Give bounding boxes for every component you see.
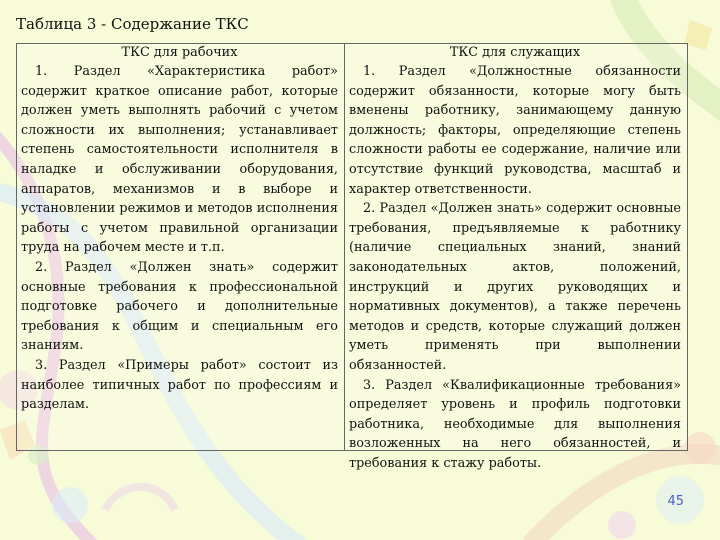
content-table	[16, 43, 688, 471]
workers-column	[17, 44, 344, 415]
employees-paragraph-3: 3. Раздел «Квалификационные требования» определяет уровень и профиль подготовки работника, необходимые для выполнения возложенных на него обязанностей, и требования к стажу работы.	[349, 377, 681, 471]
workers-paragraph-2: 2. Раздел «Должен знать» содержит основные требования к профессиональной подготовке рабочего и дополнительные требования к общим и специальным его знаниям.	[21, 259, 338, 354]
employees-paragraph-2: 2. Раздел «Должен знать» содержит основные требования, предъявляемые к работнику (наличие специальных знаний, знаний законодательных актов, положений, инструкций и других руководящих и нормативных документов), а также перечень методов и средств, которые служащий должен уметь применять при выполнении обязанностей.	[349, 201, 681, 373]
employees-paragraph-1: 1. Раздел «Должностные обязанности содержит обязанности, которые могу быть вменены работнику, занимающему данную должность; факторы, определяющие степень сложности работы ее содержание, наличие или отсутствие функций руководства, масштаб и характер ответственности.	[349, 64, 681, 197]
workers-paragraph-3: 3. Раздел «Примеры работ» состоит из наиболее типичных работ по профессиям и разделам.	[21, 357, 338, 413]
employees-column	[345, 44, 687, 473]
employees-header: ТКС для служащих	[449, 45, 581, 60]
workers-header: ТКС для рабочих	[121, 45, 238, 60]
slide-title: Таблица 3 - Содержание ТКС	[16, 15, 249, 33]
page-number: 45	[667, 494, 684, 509]
workers-paragraph-1: 1. Раздел «Характеристика работ» содержит краткое описание работ, которые должен уметь выполнять рабочий с учетом сложности их выполнения; устанавливает степень самостоятельности исполнителя в наладке и обслуживании оборудования, аппаратов, механизмов и в выборе и установлении режимов и методов исполнения работы с учетом правильной организации труда на рабочем месте и т.п.	[21, 64, 338, 256]
